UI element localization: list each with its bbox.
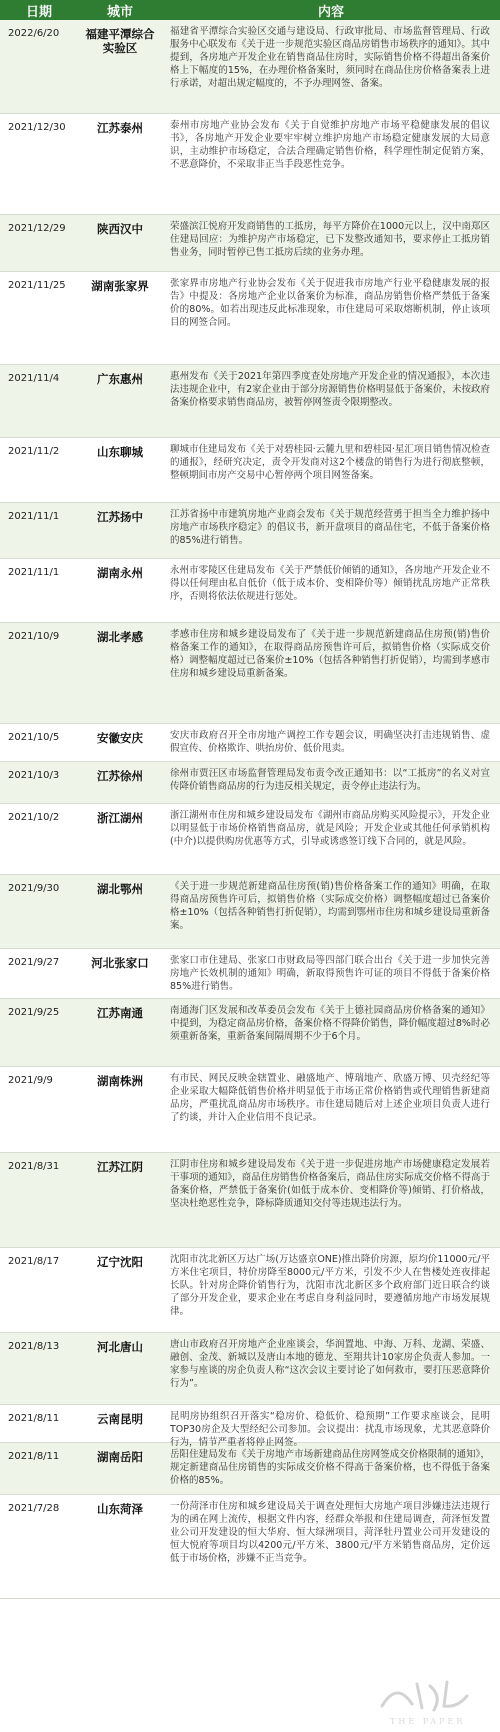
header-content: 内容 [317, 4, 344, 20]
row-city: 湖南岳阳 [97, 1450, 143, 1464]
row-content: 徐州市贾汪区市场监督管理局发布责令改正通知书：以“工抵房”的名义对宣传降价销售商品房的行为违反相关规定，责令停止违法行为。 [170, 768, 490, 792]
row-city: 江苏江阴 [97, 1160, 143, 1174]
row-content: 《关于进一步规范新建商品住房预(销)售价格备案工作的通知》明确，在取得商品房预售许可后，拟销售价格（实际成交价格）调整幅度超过已备案价格±10%（包括各种销售打折促销），均需到鄂州市住房和城乡建设局重新备案。 [170, 881, 490, 931]
row-date: 2021/11/25 [8, 280, 66, 291]
row-content: 福建省平潭综合实验区交通与建设局、行政审批局、市场监督管理局、行政服务中心联发布《关于进一步规范实验区商品房销售市场秩序的通知》。其中提到，各房地产开发企业在销售商品住房时，实际销售价格不得超出备案价格上下幅度的15%，在办理价格备案时，须同时在商品住房价格备案表上进行承诺，对超出规定幅度的，不予办理网签、备案。 [170, 26, 490, 89]
row-date: 2021/7/28 [8, 1503, 60, 1514]
row-content: 孝感市住房和城乡建设局发布了《关于进一步规范新建商品住房预(销)售价格备案工作的通知》，在取得商品房预售许可后，拟销售价格（实际成交价格）调整幅度超过已备案价±10%（包括各种销售打折促销），均需到孝感市住房和城乡建设局重新备案。 [170, 629, 490, 679]
row-content: 岳阳住建局发布《关于房地产市场新建商品住房网签成交价格限制的通知》，规定新建商品住房销售的实际成交价格不得高于备案价格，也不得低于备案价格的85%。 [170, 1449, 490, 1486]
row-city: 河北唐山 [97, 1340, 143, 1354]
watermark-logo-icon [372, 1676, 482, 1716]
table-row [0, 503, 500, 559]
table-row [0, 1443, 500, 1495]
table-row [0, 438, 500, 503]
table-row [0, 623, 500, 724]
row-content: 浙江湖州市住房和城乡建设局发布《湖州市商品房购买风险提示》，开发企业以明显低于市场价格销售商品房，就是风险；开发企业或其他任何承销机构(中介)以提供购房优惠等方式，引导或诱惑签订线下合同的，就是风险。 [170, 810, 490, 847]
table-row [0, 215, 500, 272]
row-city: 江苏扬中 [97, 510, 143, 524]
row-date: 2021/8/31 [8, 1161, 60, 1172]
row-date: 2021/8/11 [8, 1413, 60, 1424]
row-city: 福建平潭综合实验区 [85, 27, 155, 55]
row-date: 2021/12/29 [8, 223, 66, 234]
table-row [0, 875, 500, 949]
row-content: 南通海门区发展和改革委员会发布《关于上德社园商品房价格备案的通知》中提到，为稳定商品房价格，备案价格不得降价销售，降价幅度超过8%时必须重新备案，重新备案间隔周期不少于6个月。 [170, 1005, 490, 1042]
row-city: 浙江湖州 [97, 811, 143, 825]
row-date: 2021/11/1 [8, 567, 60, 578]
table-row [0, 762, 500, 804]
row-date: 2021/10/3 [8, 770, 60, 781]
row-city: 江苏徐州 [97, 769, 143, 783]
table-row [0, 1153, 500, 1248]
row-date: 2021/8/17 [8, 1256, 60, 1267]
row-content: 江苏省扬中市建筑房地产业商会发布《关于规范经营勇于担当全力维护扬中房地产市场秩序稳定》的倡议书，新开盘项目的商品住宅，不低于备案价格的85%进行销售。 [170, 509, 490, 546]
row-content: 聊城市住建局发布《关于对碧桂园·云麓九里和碧桂园·星汇项目销售情况检查的通报》，经研究决定，责令开发商对这2个楼盘的销售行为进行彻底整顿，整顿期间市房产交易中心暂停两个项目网签备案。 [170, 444, 490, 481]
row-content: 江阴市住房和城乡建设局发布《关于进一步促进房地产市场健康稳定发展若干事项的通知》，商品住房销售价格备案后，商品住房实际成交价格不得高于备案价格，严禁低于备案价(如低于成本价、变相降价等)倾销、打价格战，坚决杜绝恶性竞争，降标降质通知交付等违规违法行为。 [170, 1159, 490, 1209]
row-date: 2021/9/30 [8, 883, 60, 894]
table-header [0, 0, 500, 20]
table-row [0, 114, 500, 215]
header-city: 城市 [106, 4, 133, 20]
row-date: 2021/11/2 [8, 446, 60, 457]
table-row [0, 272, 500, 365]
row-date: 2021/10/2 [8, 812, 60, 823]
row-city: 山东聊城 [97, 445, 143, 459]
row-city: 安徽安庆 [97, 731, 143, 745]
table-row [0, 1333, 500, 1405]
table-row [0, 949, 500, 999]
row-content: 沈阳市沈北新区万达广场(万达盛京ONE)推出降价房源，原均价11000元/平方米住宅项目，特价房降至8000元/平方米，引发不少人在售楼处连夜排起长队。针对房企降价销售行为，沈阳市沈北新区多个政府部门近日联合约谈了部分开发企业，要求企业在考虑自身利益同时，要遵循房地产市场发展规律。 [170, 1254, 490, 1317]
table-row [0, 1405, 500, 1448]
row-content: 唐山市政府召开房地产企业座谈会，华润置地、中海、万科、龙湖、荣盛、融创、金茂、新城以及唐山本地的德龙、至翔共计10家房企负责人参加。一家参与座谈的房企负责人称“这次会议主要讨论了如何救市，要打压恶意降价行为”。 [170, 1339, 490, 1389]
row-content: 一份菏泽市住房和城乡建设局关于调查处理恒大房地产项目涉嫌违法违规行为的函在网上流传，根据文件内容，经群众举报和住建局调查，菏泽恒发置业公司开发建设的恒大华府、恒大绿洲项目，菏泽牡丹置业公司开发建设的恒大悦府等项目均以4200元/平方米、3800元/平方米销售商品房，定价远低于市场价格，涉嫌不正当竞争。 [170, 1501, 490, 1564]
row-date: 2021/11/1 [8, 511, 60, 522]
paper-watermark [372, 1676, 482, 1726]
table-row [0, 1067, 500, 1153]
row-city: 山东菏泽 [97, 1502, 143, 1516]
row-date: 2021/9/9 [8, 1075, 53, 1086]
row-date: 2021/12/30 [8, 122, 66, 133]
row-content: 昆明房协组织召开落实“稳房价、稳低价、稳预期”工作要求座谈会，昆明TOP30房企及大型经纪公司参加。会议提出：扰乱市场现象，尤其恶意降价行为，情节严重者将停止网签。 [170, 1411, 490, 1448]
row-city: 河北张家口 [91, 956, 149, 970]
row-content: 张家口市住建局、张家口市财政局等四部门联合出台《关于进一步加快完善房地产长效机制的通知》明确，新取得预售许可证的项目不得低于备案价格85%进行销售。 [170, 955, 490, 992]
table-row [0, 20, 500, 114]
row-city: 江苏泰州 [97, 121, 143, 135]
row-city: 江苏南通 [97, 1006, 143, 1020]
row-date: 2021/11/4 [8, 373, 60, 384]
row-content: 荣盛滨江悦府开发商销售的工抵房，每平方降价在1000元以上，汉中南郑区住建局回应：为维护房产市场稳定，已下发整改通知书，要求停止工抵房销售业务，同时暂停已售工抵房后续的业务办理。 [170, 221, 490, 258]
row-city: 湖北鄂州 [97, 882, 143, 896]
row-city: 湖南永州 [97, 566, 143, 580]
row-content: 泰州市房地产业协会发布《关于自觉维护房地产市场平稳健康发展的倡议书》，各房地产开发企业要牢牢树立维护房地产市场稳定健康发展的大局意识，主动维护市场稳定，合法合理确定销售价格，科学理性制定促销方案，不恶意降价，不采取非正当手段恶性竞争。 [170, 120, 490, 170]
table-row [0, 365, 500, 438]
row-content: 永州市零陵区住建局发布《关于严禁低价倾销的通知》，各房地产开发企业不得以任何理由私自低价（低于成本价、变相降价等）倾销扰乱房地产正常秩序，否则将依法依规进行惩处。 [170, 565, 490, 602]
row-city: 广东惠州 [97, 372, 143, 386]
row-date: 2021/8/13 [8, 1341, 60, 1352]
row-date: 2021/9/25 [8, 1007, 60, 1018]
watermark-text: THE PAPER [390, 1717, 466, 1726]
table-row [0, 804, 500, 875]
table-row [0, 724, 500, 762]
row-date: 2021/8/11 [8, 1451, 60, 1462]
row-content: 有市民、网民反映金辖置业、融盛地产、博瑞地产、欣盛万博、贝壳经纪等企业采取大幅降低销售价格并明显低于市场正常价格销售或代理销售新建商品房，严重扰乱商品房市场秩序。市住建局随后对上述企业项目负责人进行了约谈，并计入企业信用不良记录。 [170, 1073, 490, 1123]
table-row [0, 999, 500, 1067]
row-city: 湖北孝感 [97, 630, 143, 644]
table-row [0, 1495, 500, 1599]
row-city: 湖南张家界 [91, 279, 149, 293]
row-date: 2021/9/27 [8, 957, 60, 968]
row-city: 云南昆明 [97, 1412, 143, 1426]
table-row [0, 559, 500, 623]
table-row [0, 1248, 500, 1333]
row-content: 张家界市房地产行业协会发布《关于促进我市房地产行业平稳健康发展的报告》中提及：各房地产企业以备案价为标准，商品房销售价格严禁低于备案价的80%。如若出现违反此标准现象，市住建局可采取熔断机制，停止该项目的网签合同。 [170, 278, 490, 328]
row-date: 2022/6/20 [8, 28, 60, 39]
table-body [0, 20, 500, 1599]
row-date: 2021/10/5 [8, 732, 60, 743]
row-city: 陕西汉中 [97, 222, 143, 236]
row-city: 湖南株洲 [97, 1074, 143, 1088]
header-date: 日期 [26, 4, 53, 20]
row-content: 安庆市政府召开全市房地产调控工作专题会议，明确坚决打击违规销售、虚假宣传、价格欺诈、哄抬房价、低价甩卖。 [170, 730, 490, 754]
row-date: 2021/10/9 [8, 631, 60, 642]
row-content: 惠州发布《关于2021年第四季度查处房地产开发企业的情况通报》，本次违法违规企业中，有2家企业由于部分房源销售价格明显低于备案价，未按政府备案价格要求销售商品房，被暂停网签责令限期整改。 [170, 371, 490, 408]
row-city: 辽宁沈阳 [97, 1255, 143, 1269]
